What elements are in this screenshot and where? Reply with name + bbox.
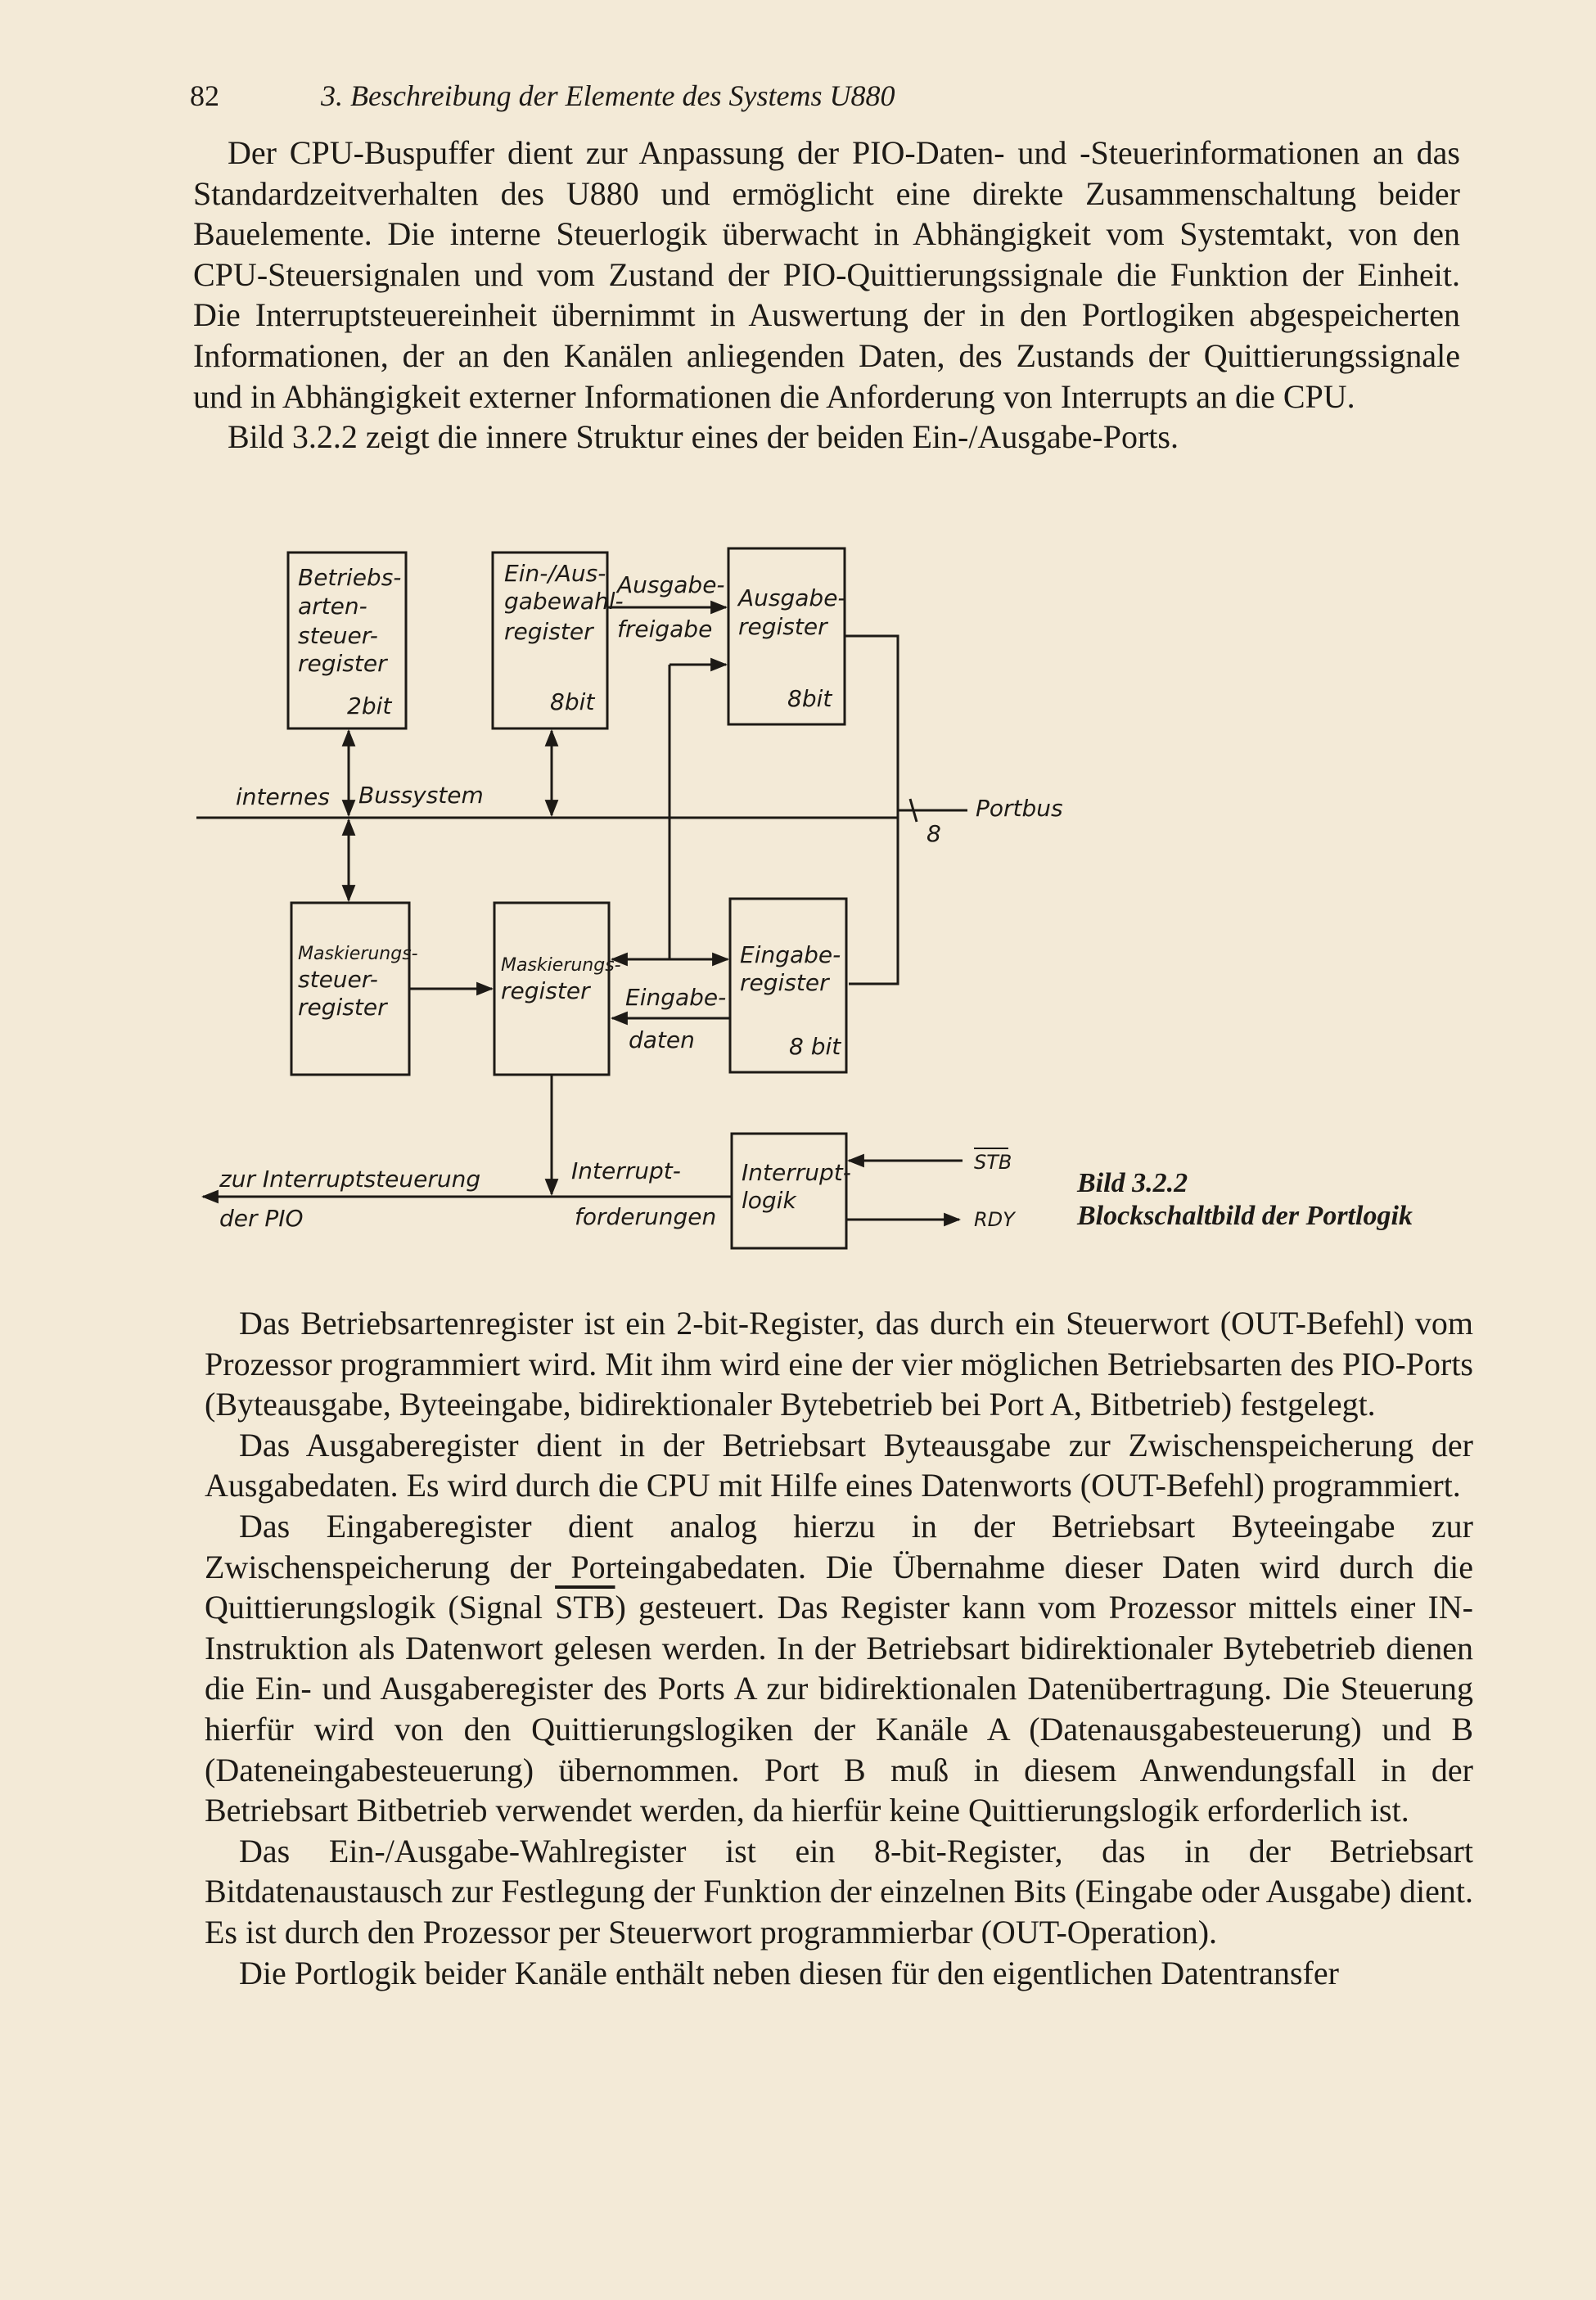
interruptlogik-line-1: Interrupt-: [742, 1159, 851, 1186]
masker-steuer-line-3: register: [298, 994, 387, 1021]
zur-interrupt-label-1: zur Interruptsteuerung: [219, 1166, 481, 1193]
paragraph-wahlregister: Das Ein-/Ausgabe-Wahlregister ist ein 8-bit-Register, das in der Betriebsart Bitdatenaustausch zur Festlegung der Funktion der einzelnen Bits (Eingabe oder Ausgabe) dient. Es ist durch den Prozessor per Steuerwort programmierbar (OUT-Operation).: [205, 1832, 1473, 1950]
body-text: [205, 1303, 1473, 1993]
portbus-label: Portbus: [976, 795, 1063, 822]
masker-steuer-line-1: Maskierungs-: [298, 944, 418, 964]
wahlregister-line-3: register: [504, 618, 593, 645]
portbus-width-label: 8: [926, 820, 941, 847]
block-diagram: [196, 532, 1063, 1273]
paragraph-eingaberegister: [205, 1506, 1473, 1831]
page-number: 82: [190, 79, 219, 112]
masker-steuer-line-2: steuer-: [298, 966, 378, 993]
internes-label: internes: [236, 783, 330, 810]
eingaberegister-line-1: Eingabe-: [740, 941, 841, 968]
caption-title: Blockschaltbild der Portlogik: [1077, 1201, 1413, 1231]
zur-interrupt-label-2: der PIO: [219, 1205, 304, 1232]
caption-number: Bild 3.2.2: [1077, 1168, 1188, 1198]
betriebsarten-line-1: Betriebs-: [298, 564, 402, 591]
rdy-label: RDY: [974, 1208, 1015, 1231]
betriebsarten-width: 2bit: [347, 692, 392, 719]
intro-paragraph: Der CPU-Buspuffer dient zur Anpassung der PIO-Daten- und -Steuerinformationen an das Standardzeitverhalten des U880 und ermöglicht eine direkte Zusammenschaltung beider Bauelemente. Die interne Steuerlogik überwacht in Abhängigkeit vom Systemtakt, von den CPU-Steuersignalen und vom Zustand der PIO-Quittierungssignale die Funktion der Einheit. Die Interruptsteuereinheit übernimmt in Auswertung der in den Portlogiken abgespeicherten Informationen, der an den Kanälen anliegenden Daten, des Zustands der Quittierungssignale und in Abhängigkeit externer Informationen die Anforderung von Interrupts an die CPU.: [193, 134, 1460, 415]
eingabedaten-label-2: daten: [629, 1026, 695, 1053]
bussystem-label: Bussystem: [358, 782, 484, 809]
eingaberegister-line-2: register: [740, 969, 829, 996]
eingabedaten-label-1: Eingabe-: [625, 984, 727, 1011]
paragraph-portlogik: Die Portlogik beider Kanäle enthält neben diesen für den eigentlichen Datentransfer: [239, 1954, 1339, 1991]
wahlregister-line-2: gabewahl-: [504, 588, 624, 615]
eingaberegister-text-start: Das Eingaberegister dient analog hierzu in der Betriebsart Byteeingabe zur Zwischenspeicherung der Porteingabedaten. Die Übernahme dieser Daten wird durch die Quittierungslogik (Signal: [205, 1507, 1473, 1626]
stb-signal: $\overline{STB}$: [555, 1589, 615, 1626]
wahlregister-line-1: Ein-/Aus-: [504, 560, 606, 587]
masker-line-2: register: [501, 977, 590, 1004]
running-title: 3. Beschreibung der Elemente des Systems U880: [321, 79, 895, 112]
stb-label: STB: [974, 1151, 1012, 1174]
betriebsarten-line-2: arten-: [298, 593, 367, 620]
wahlregister-width: 8bit: [550, 688, 595, 715]
ausgaberegister-width: 8bit: [787, 685, 832, 712]
portlogik-diagram-svg: [196, 532, 1063, 1269]
ausgaberegister-line-1: Ausgabe-: [738, 584, 846, 611]
interrupt-forderungen-label-2: forderungen: [575, 1203, 717, 1230]
betriebsarten-line-4: register: [298, 650, 387, 677]
masker-line-1: Maskierungs-: [501, 955, 621, 976]
figure-reference-sentence: Bild 3.2.2 zeigt die innere Struktur eines der beiden Ein-/Ausgabe-Ports.: [228, 418, 1179, 456]
eingaberegister-text-end: ) gesteuert. Das Register kann vom Prozessor mittels einer IN-Instruktion als Datenwort gelesen werden. In der Betriebsart bidirektionaler Bytebetrieb dienen die Ein- und Ausgaberegister des Ports A zur bidirektionalen Datenübertragung. Die Steuerung hierfür wird von den Quittierungslogiken der Kanäle A (Datenausgabesteuerung) und B (Dateneingabesteuerung) übernommen. Port B muß in diesem Anwendungsfall in der Betriebsart Bitbetrieb verwendet werden, da hierfür keine Quittierungslogik erforderlich ist.: [205, 1589, 1473, 1829]
portbus-line: [845, 636, 898, 984]
paragraph-ausgaberegister: Das Ausgaberegister dient in der Betriebsart Byteausgabe zur Zwischenspeicherung der Ausgabedaten. Es wird durch die CPU mit Hilfe eines Datenworts (OUT-Befehl) programmiert.: [205, 1426, 1473, 1504]
interruptlogik-line-2: logik: [742, 1187, 796, 1214]
paragraph-betriebsartenregister: Das Betriebsartenregister ist ein 2-bit-Register, das durch ein Steuerwort (OUT-Befehl) vom Prozessor programmiert wird. Mit ihm wird eine der vier möglichen Betriebsarten des PIO-Ports (Byteausgabe, Byteeingabe, bidirektionaler Bytebetrieb bei Port A, Bitbetrieb) festgelegt.: [205, 1305, 1473, 1423]
intro-text: [193, 133, 1460, 458]
ausgaberegister-line-2: register: [738, 613, 827, 640]
betriebsarten-line-3: steuer-: [298, 622, 378, 649]
ausgabefreigabe-label-1: Ausgabe-: [617, 571, 725, 598]
interrupt-forderungen-label-1: Interrupt-: [571, 1157, 681, 1184]
figure-caption: [1077, 1167, 1413, 1233]
eingaberegister-width: 8 bit: [789, 1033, 841, 1060]
ausgabefreigabe-label-2: freigabe: [617, 616, 713, 643]
